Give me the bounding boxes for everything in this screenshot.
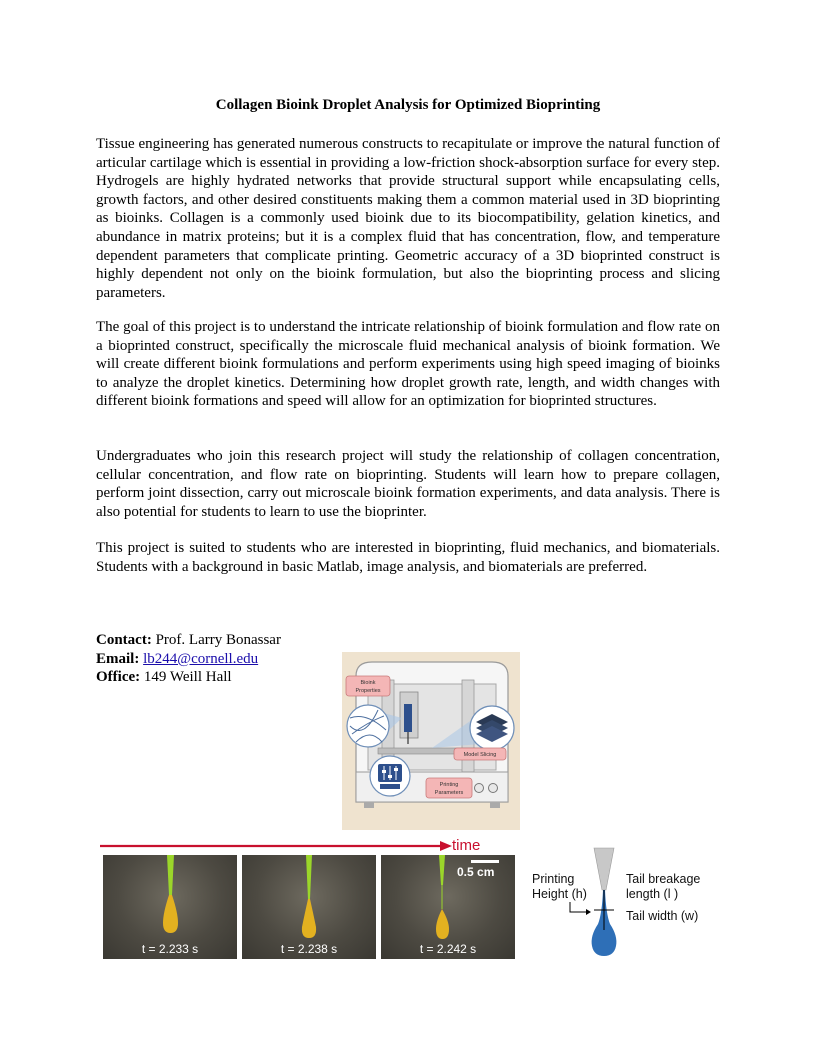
frame-time-label: t = 2.233 s	[141, 942, 199, 956]
printer-foot	[490, 802, 500, 808]
printing-label-line1: Printing	[439, 782, 459, 788]
droplet-frame-2	[242, 855, 376, 959]
droplet-schematic	[530, 846, 730, 962]
email-label: Email:	[96, 650, 140, 667]
printing-height-line1: Printing	[532, 872, 575, 886]
sliders-base	[380, 784, 400, 789]
office-value: 149 Weill Hall	[140, 669, 232, 686]
tail-breakage-line2: length (l )	[626, 887, 679, 901]
frame-time-label: t = 2.242 s	[419, 942, 477, 956]
printing-height-line2: Height (h)	[532, 887, 587, 901]
printer-foot	[364, 802, 374, 808]
schematic-drawing	[530, 846, 730, 962]
contact-label: Contact:	[96, 632, 152, 648]
slider-knob	[388, 775, 392, 778]
slicing-label: Model Slicing	[463, 752, 497, 758]
email-line	[96, 650, 281, 669]
paragraph-goal: The goal of this project is to understand the intricate relationship of bioink formulation and flow rate on a bioprinted construct, specifically the microscale fluid mechanical analysis of bioink formation. We will create different bioink formulations and perform experiments using high speed imaging of bioinks to analyze the droplet kinetics. Determining how droplet growth rate, length, and width changes with different bioink formations and speed will allow for an optimization for bioprinted structures.	[96, 319, 720, 410]
tail-breakage-line1: Tail breakage	[626, 872, 701, 886]
droplet-time-series	[100, 838, 520, 962]
scale-bar-label: 0.5 cm	[457, 865, 495, 879]
printing-label-line2: Parameters	[434, 790, 464, 796]
frame-time-label: t = 2.238 s	[280, 942, 338, 956]
tail-width-label: Tail width (w)	[626, 909, 699, 923]
tail-breakage-label	[626, 872, 700, 902]
droplet-frame-1	[103, 855, 237, 959]
office-line	[96, 668, 281, 687]
droplet-frame-3	[381, 855, 515, 959]
slider-knob	[382, 770, 386, 773]
bioprinter-figure	[342, 652, 520, 830]
contact-name: Prof. Larry Bonassar	[151, 632, 281, 648]
email-link[interactable]: lb244@cornell.edu	[143, 650, 259, 667]
office-label: Office:	[96, 669, 141, 686]
bioink-label-line1: Bioink	[360, 680, 376, 686]
syringe	[404, 704, 412, 732]
bioink-label-line2: Properties	[355, 688, 381, 694]
printer-button	[475, 784, 484, 793]
time-label: time	[452, 837, 481, 854]
paragraph-requirements: This project is suited to students who are interested in bioprinting, fluid mechanics, and biomaterials. Students with a background in basic Matlab, image analysis, and biomaterials are preferred.	[96, 540, 720, 575]
contact-line	[96, 631, 281, 650]
nozzle-shape	[594, 848, 614, 890]
height-pointer	[570, 902, 586, 912]
contact-block	[96, 631, 281, 687]
time-arrow	[100, 838, 460, 852]
paragraph-intro: Tissue engineering has generated numerous constructs to recapitulate or improve the natural function of articular cartilage which is essential in providing a low-friction shock-absorption surface for every step. Hydrogels are highly hydrated networks that provide structural support while encapsulating cells, growth factors, and other desired constituents making them a common material used in 3D bioprinting as bioinks. Collagen is a commonly used bioink due to its biocompatibility, gelation kinetics, and abundance in matrix proteins; but it is a complex fluid that has concentration, flow, and temperature dependent parameters that complicate printing. Geometric accuracy of a 3D bioprinted construct is highly dependent not only on the bioink formulation, but also the bioprinting process and slicing parameters.	[96, 136, 720, 301]
slider-knob	[394, 768, 398, 771]
document-title: Collagen Bioink Droplet Analysis for Optimized Bioprinting	[215, 97, 601, 113]
printing-height-label	[532, 872, 587, 902]
height-pointer-arrow	[586, 909, 591, 915]
printer-button	[489, 784, 498, 793]
paragraph-undergraduates: Undergraduates who join this research project will study the relationship of collagen concentration, cellular concentration, and flow rate on bioprinting. Students will learn how to prepare collagen, perform joint dissection, carry out microscale bioink formation experiments, and data analysis. There is also potential for students to learn to use the bioprinter.	[96, 448, 720, 520]
